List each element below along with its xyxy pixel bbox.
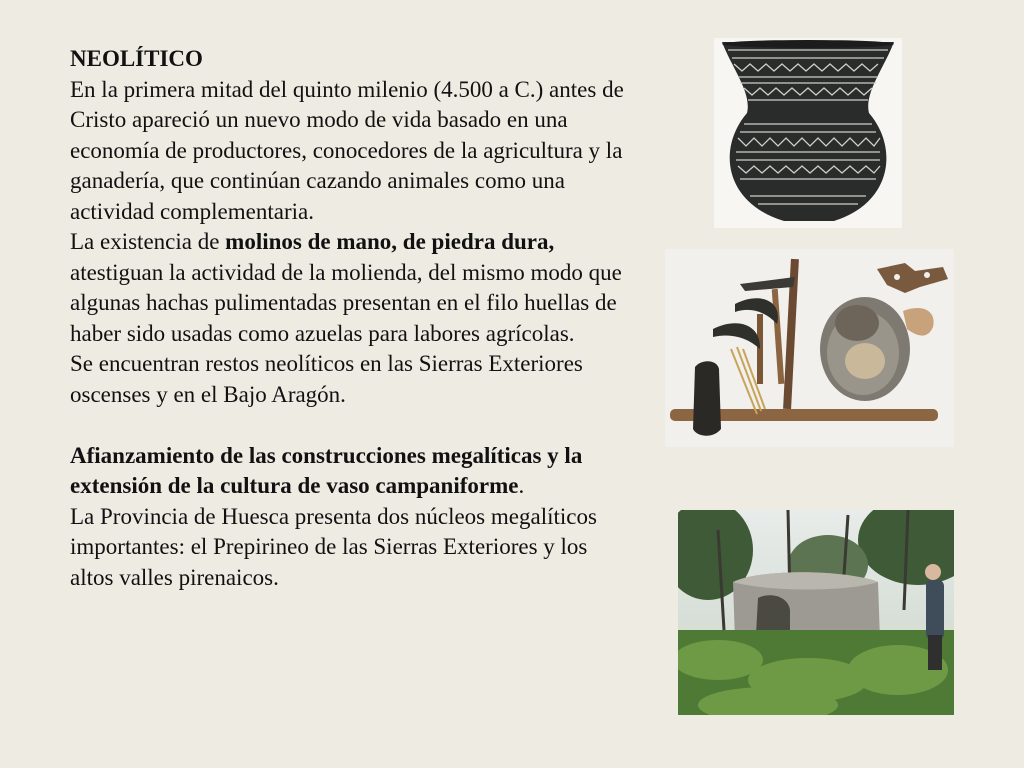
- bell-beaker-vase-image: [714, 38, 902, 228]
- neolitico-paragraph-1: En la primera mitad del quinto milenio (4.500 a C.) antes de Cristo apareció un nuevo modo de vida basado en una economía de productores, conocedores de la agricultura y la ganadería, que continúan cazando animales como una actividad complementaria.: [70, 76, 624, 224]
- neolitico-paragraph-2: La existencia de molinos de mano, de piedra dura, atestiguan la actividad de la molienda, del mismo modo que algunas hachas pulimentadas presentan en el filo huellas de haber sido usadas como azuelas para labores agrícolas.: [70, 229, 622, 346]
- neolitico-paragraph-3: Se encuentran restos neolíticos en las Sierras Exteriores oscenses y en el Bajo Aragón.: [70, 351, 583, 407]
- spacer: [70, 410, 630, 441]
- section-title-neolitico: NEOLÍTICO: [70, 46, 203, 71]
- megalitismo-heading: Afianzamiento de las construcciones megalíticas y la extensión de la cultura de vaso campaniforme.: [70, 442, 583, 498]
- dolmen-photo-image: [678, 510, 954, 715]
- megalitismo-paragraph-1: La Provincia de Huesca presenta dos núcleos megalíticos importantes: el Prepirineo de las Sierras Exteriores y los altos valles pirenaicos.: [70, 503, 597, 590]
- neolithic-tools-image: [665, 249, 954, 447]
- slide-text: [70, 44, 630, 593]
